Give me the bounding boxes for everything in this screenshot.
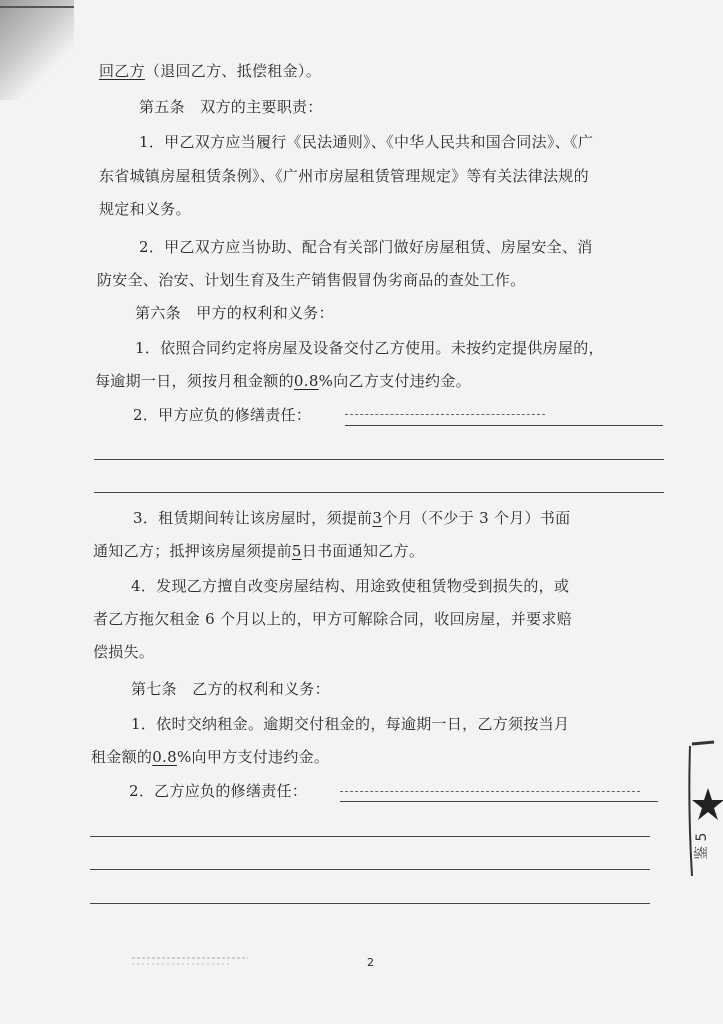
scan-corner-edge (0, 6, 74, 8)
official-seal-stamp (684, 740, 723, 880)
blank-line-6-2 (94, 459, 664, 460)
blank-dashes-7 (340, 791, 640, 792)
article-7-clause-1-line-1: 1．依时交纳租金。逾期交付租金的，每逾期一日，乙方须按当月 (131, 715, 570, 733)
article-6-clause-3-line-1: 3．租赁期间转让该房屋时，须提前3个月（不少于 3 个月）书面 (133, 509, 571, 527)
article-5-clause-2-line-2: 防安全、治安、计划生育及生产销售假冒伪劣商品的查处工作。 (97, 271, 526, 289)
scan-footer-marks (130, 952, 250, 970)
blank-line-7-2 (90, 836, 650, 837)
blank-line-6-1 (345, 425, 663, 426)
article-5-clause-1-line-3: 规定和义务。 (99, 200, 191, 218)
page-number: 2 (367, 956, 374, 969)
article-6-clause-3-line-2: 通知乙方；抵押该房屋须提前5日书面通知乙方。 (93, 542, 425, 560)
article-5-clause-2-line-1: 2．甲乙双方应当协助、配合有关部门做好房屋租赁、房屋安全、消 (139, 238, 593, 256)
article-7-title: 第七条 乙方的权利和义务： (131, 680, 330, 698)
article-6-clause-2: 2．甲方应负的修缮责任： (133, 406, 312, 424)
article-7-clause-2: 2．乙方应负的修缮责任： (129, 782, 308, 800)
article-5-clause-1-line-2: 东省城镇房屋租赁条例》、《广州市房屋租赁管理规定》等有关法律法规的 (99, 167, 589, 185)
blank-line-7-3 (90, 869, 650, 870)
article-6-clause-4-line-3: 偿损失。 (93, 643, 155, 661)
article-6-clause-1-line-2: 每逾期一日，须按月租金额的0.8%向乙方支付违约金。 (95, 372, 471, 390)
blank-dashes-6 (345, 414, 545, 415)
article-6-clause-4-line-1: 4．发现乙方擅自改变房屋结构、用途致使租赁物受到损失的，或 (131, 577, 570, 595)
scan-corner-shadow (0, 0, 74, 100)
blank-line-6-3 (94, 492, 664, 493)
article-5-title: 第五条 双方的主要职责： (139, 98, 323, 116)
article-7-clause-1-line-2: 租金额的0.8%向甲方支付违约金。 (91, 748, 330, 766)
article-6-title: 第六条 甲方的权利和义务： (135, 304, 334, 322)
blank-line-7-4 (90, 903, 650, 904)
blank-line-7-1 (340, 801, 658, 802)
article-5-clause-1-line-1: 1．甲乙双方应当履行《民法通则》、《中华人民共和国合同法》、《广 (139, 133, 594, 151)
svg-text:鉴 5: 鉴 5 (694, 832, 710, 860)
article-6-clause-1-line-1: 1．依照合同约定将房屋及设备交付乙方使用。未按约定提供房屋的， (135, 339, 604, 357)
article-6-clause-4-line-2: 者乙方拖欠租金 6 个月以上的，甲方可解除合同，收回房屋，并要求赔 (93, 610, 572, 628)
line-return-b: 回乙方（退回乙方、抵偿租金）。 (99, 62, 322, 80)
